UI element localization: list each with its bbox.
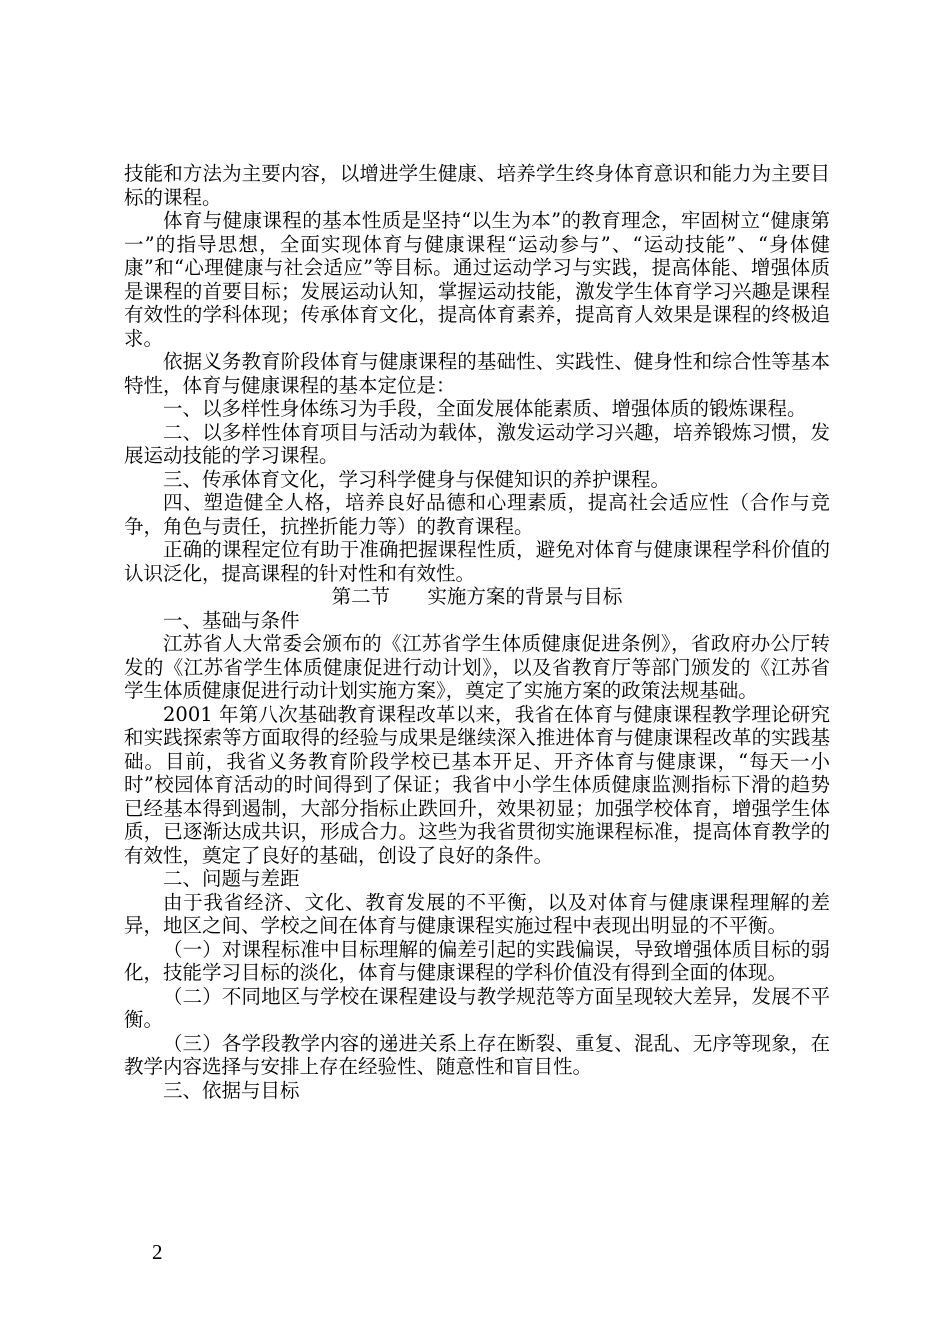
paragraph-practice-basis: 2001 年第八次基础教育课程改革以来，我省在体育与健康课程教学理论研究和实践探索等方面取得的经验与成果是继续深入推进体育与健康课程改革的实践基础。目前，我省义务教育阶段学校已基本开足、开齐体育与健康课，“每天一小时”校园体育活动的时间得到了保证；我省中小学生体质健康监测指标下滑的趋势已经基本得到遏制，大部分指标止跌回升，效果初显；加强学校体育，增强学生体质，已逐渐达成共识，形成合力。这些为我省贯彻实施课程标准，提高体育教学的有效性，奠定了良好的基础，创设了良好的条件。 bbox=[124, 702, 830, 867]
list-item-positioning-3: 三、传承体育文化，学习科学健身与保健知识的养护课程。 bbox=[163, 467, 671, 491]
list-item-problem-2: （二）不同地区与学校在课程建设与教学规范等方面呈现较大差异，发展不平衡。 bbox=[124, 984, 830, 1031]
subheading-foundation: 一、基础与条件 bbox=[163, 608, 300, 632]
paragraph-positioning-summary: 正确的课程定位有助于准确把握课程性质，避免对体育与健康课程学科价值的认识泛化，提高课程的针对性和有效性。 bbox=[124, 538, 830, 585]
subheading-problems: 二、问题与差距 bbox=[163, 867, 300, 890]
list-item-positioning-4: 四、塑造健全人格，培养良好品德和心理素质，提高社会适应性（合作与竞争，角色与责任，抗挫折能力等）的教育课程。 bbox=[124, 491, 830, 538]
list-item-problem-1: （一）对课程标准中目标理解的偏差引起的实践偏误，导致增强体质目标的弱化，技能学习目标的淡化，体育与健康课程的学科价值没有得到全面的体现。 bbox=[124, 937, 830, 984]
page-number: 2 bbox=[152, 1240, 163, 1264]
paragraph-continuation: 技能和方法为主要内容，以增进学生健康、培养学生终身体育意识和能力为主要目标的课程。 bbox=[124, 162, 830, 209]
paragraph-course-positioning: 依据义务教育阶段体育与健康课程的基础性、实践性、健身性和综合性等基本特性，体育与健康课程的基本定位是： bbox=[124, 350, 830, 397]
list-item-problem-3: （三）各学段教学内容的递进关系上存在断裂、重复、混乱、无序等现象，在教学内容选择与安排上存在经验性、随意性和盲目性。 bbox=[124, 1031, 830, 1078]
list-item-positioning-1: 一、以多样性身体练习为手段，全面发展体能素质、增强体质的锻炼课程。 bbox=[163, 397, 807, 420]
paragraph-imbalance: 由于我省经济、文化、教育发展的不平衡，以及对体育与健康课程理解的差异，地区之间、学校之间在体育与健康课程实施过程中表现出明显的不平衡。 bbox=[124, 890, 830, 937]
section-heading: 第二节 实施方案的背景与目标 bbox=[331, 585, 623, 608]
paragraph-course-nature: 体育与健康课程的基本性质是坚持“以生为本”的教育理念，牢固树立“健康第一”的指导思想，全面实现体育与健康课程“运动参与”、“运动技能”、“身体健康”和“心理健康与社会适应”等目标。通过运动学习与实践，提高体能、增强体质是课程的首要目标；发展运动认知，掌握运动技能，激发学生体育学习兴趣是课程有效性的学科体现；传承体育文化，提高体育素养，提高育人效果是课程的终极追求。 bbox=[124, 209, 830, 350]
list-item-positioning-2: 二、以多样性体育项目与活动为载体，激发运动学习兴趣，培养锻炼习惯，发展运动技能的学习课程。 bbox=[124, 420, 830, 467]
document-body bbox=[124, 162, 830, 1102]
subheading-basis-goals: 三、依据与目标 bbox=[163, 1078, 300, 1102]
paragraph-policy-basis: 江苏省人大常委会颁布的《江苏省学生体质健康促进条例》，省政府办公厅转发的《江苏省学生体质健康促进行动计划》，以及省教育厅等部门颁发的《江苏省学生体质健康促进行动计划实施方案》，奠定了实施方案的政策法规基础。 bbox=[124, 632, 830, 702]
